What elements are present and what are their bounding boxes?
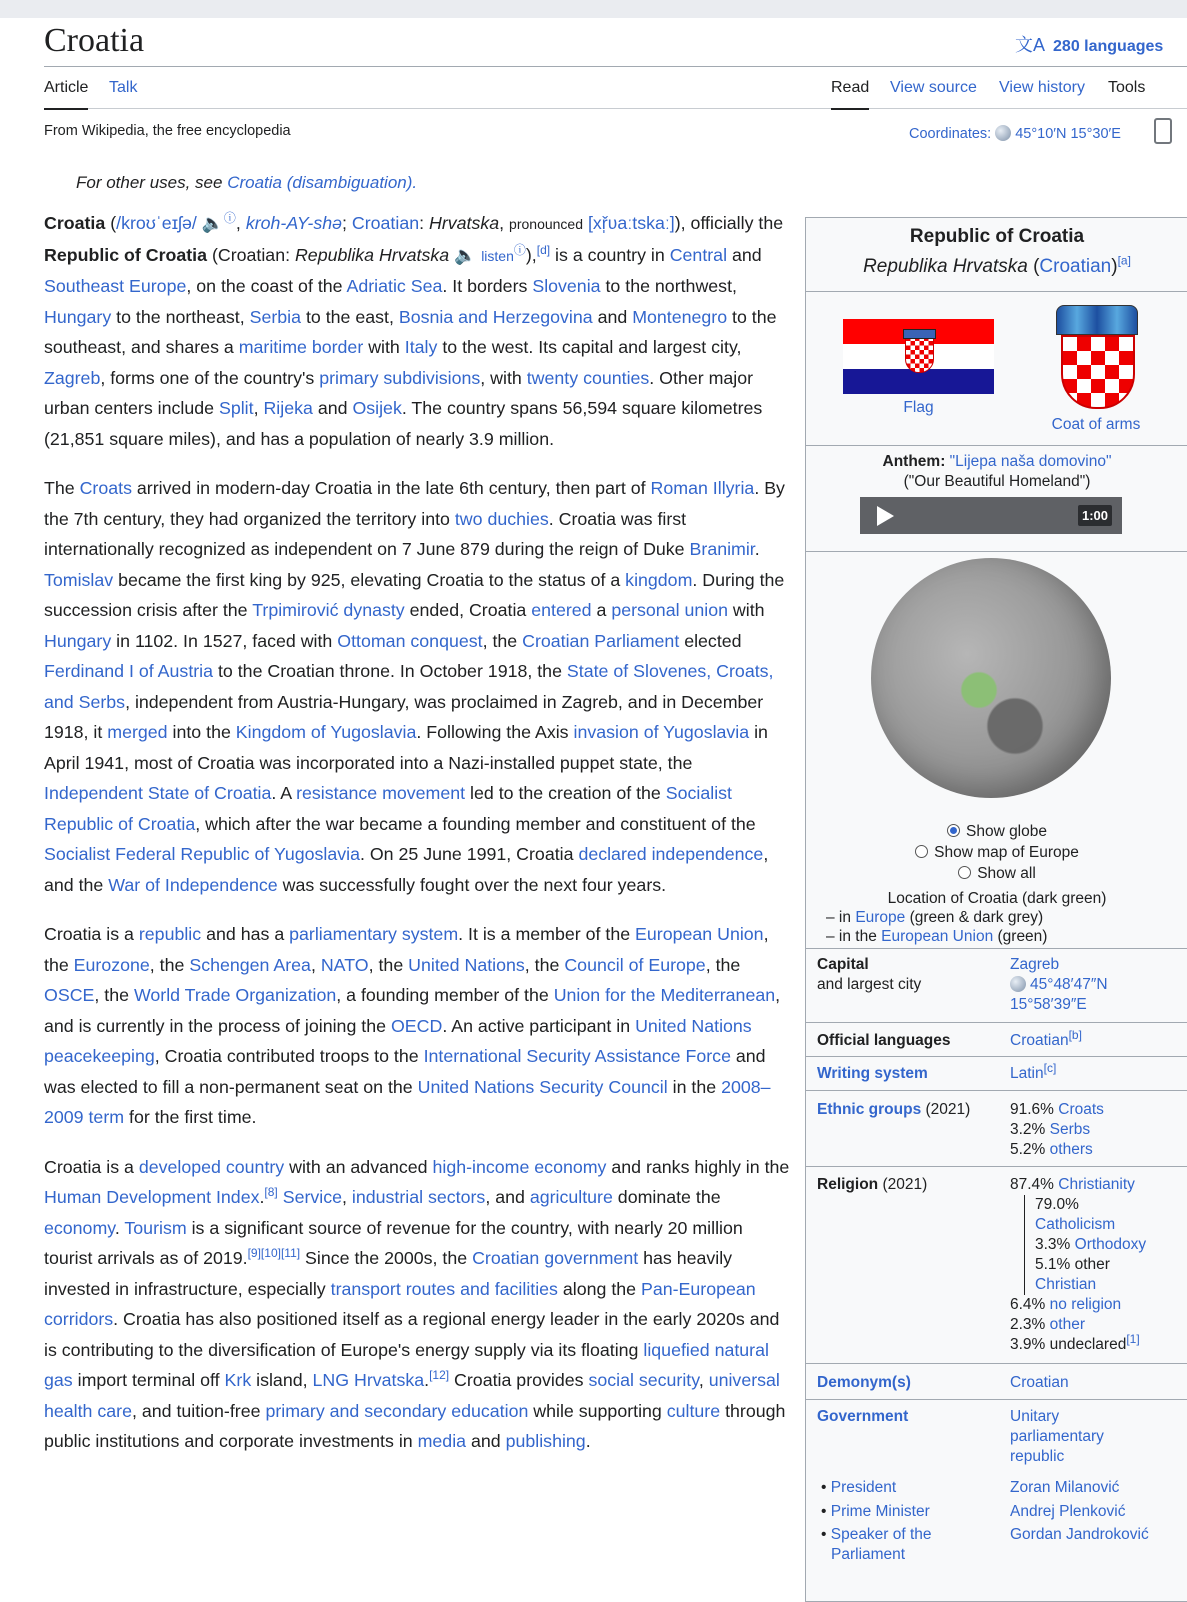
divider [806, 948, 1187, 949]
row-value [1010, 1060, 1180, 1084]
capital-coord[interactable]: 45°48′47″N [1030, 976, 1108, 993]
row-value [1010, 955, 1180, 1015]
page-tabs [44, 78, 1187, 109]
radio-label: Show all [977, 865, 1036, 882]
europe-link[interactable]: Europe [855, 909, 906, 926]
row-key: Religion (2021) [817, 1176, 928, 1193]
language-button[interactable] [1015, 31, 1163, 57]
tab-read[interactable]: Read [831, 78, 869, 110]
note-b[interactable]: [b] [1068, 1027, 1082, 1042]
infobox [805, 217, 1187, 1602]
language-link[interactable]: Croatian [1010, 1032, 1069, 1049]
row-key: Capital and largest city [817, 956, 922, 993]
ethnic-link[interactable]: Serbs [1049, 1121, 1091, 1138]
ethnic-link[interactable]: others [1049, 1141, 1093, 1158]
flag-crown [903, 329, 936, 339]
tab-view-history[interactable]: View history [999, 79, 1085, 96]
hatnote-link[interactable]: Croatia (disambiguation). [227, 173, 418, 192]
globe-icon [995, 125, 1011, 141]
anthem-label: Anthem: [882, 453, 946, 470]
row-value: 91.6% Croats 3.2% Serbs 5.2% others [1010, 1101, 1104, 1158]
religion-link[interactable]: Orthodoxy [1074, 1236, 1147, 1253]
native-lang-link[interactable]: Croatian [1039, 256, 1112, 277]
radio-icon[interactable] [958, 866, 971, 879]
radio-selected-icon[interactable] [947, 824, 960, 837]
anthem-translation: ("Our Beautiful Homeland") [903, 473, 1091, 490]
row-key: • Prime Minister [821, 1503, 930, 1520]
capital-link[interactable]: Zagreb [1010, 956, 1060, 973]
speaker-icon[interactable]: 🔈 [201, 213, 224, 233]
coordinates-value[interactable]: 45°10′N 15°30′E [1015, 126, 1121, 142]
radio-show-globe[interactable] [806, 821, 1187, 842]
pm-name-link[interactable]: Andrej Plenković [1010, 1503, 1126, 1520]
paragraph-2: The Croats arrived in modern-day Croatia in the late 6th century, then part of Roman Illyria. By the 7th century, they had organized the territory into two duchies. Croatia was first internationally recognized as independent on 7 June 879 during the reign of Duke Branimir. Tomislav became the first king by 925, elevating Croatia to the status of a kingdom. During the succession crisis after the Trpimirović dynasty ended, Croatia entered a personal union with Hungary in 1102. In 1527, faced with Ottoman conquest, the Croatian Parliament elected Ferdinand I of Austria to the Croatian throne. In October 1918, the State of Slovenes, Croats, and Serbs, independent from Austria-Hungary, was proclaimed in Zagreb, and in December 1918, it merged into the Kingdom of Yugoslavia. Following the Axis invasion of Yugoslavia in April 1941, most of Croatia was incorporated into a Nazi-installed puppet state, the Independent State of Croatia. A resistance movement led to the creation of the Socialist Republic of Croatia, which after the war became a founding member and constituent of the Socialist Federal Republic of Yugoslavia. On 25 June 1991, Croatia declared independence, and the War of Independence was successfully fought over the next four years. [44, 478, 785, 895]
tab-tools[interactable]: Tools [1108, 79, 1146, 96]
tab-view-source[interactable]: View source [890, 79, 977, 96]
infobox-title: Republic of Croatia [909, 226, 1085, 247]
paragraph-4: Croatia is a developed country with an advanced high-income economy and ranks highly in the Human Development Index.[8] Service, industrial sectors, and agriculture dominate the economy. Tourism is a significant source of revenue for the country, with nearly 20 million tourist arrivals as of 2019.[9][10][11] Since the 2000s, the Croatian government has heavily invested in infrastructure, especially transport routes and facilities along the Pan-European corridors. Croatia has also positioned itself as a regional energy leader in the early 2020s and is contributing to the diversification of Europe's energy supply via its floating liquefied natural gas import terminal off Krk island, LNG Hrvatska.[12] Croatia provides social security, universal health care, and tuition-free primary and secondary education while supporting culture through public institutions and corporate investments in media and publishing. [44, 1156, 790, 1451]
language-count: 280 languages [1053, 38, 1164, 55]
religion-tree: 79.0% Catholicism 3.3% Orthodoxy 5.1% other Christian [1024, 1195, 1180, 1295]
divider [806, 291, 1187, 292]
divider [806, 445, 1187, 446]
divider [806, 1022, 1187, 1023]
radio-show-all[interactable] [806, 863, 1187, 884]
row-key: Official languages [817, 1032, 951, 1049]
location-line: – in the European Union (green) [826, 928, 1048, 945]
paragraph-1: Croatia (/kroʊˈeɪʃə/ 🔈ⓘ, kroh-AY-shə; Croatian: Hrvatska, pronounced [xř̩ʋaːtskaː]), officially the Republic of Croatia (Croatian: Republika Hrvatska 🔈 listenⓘ),[d] is a country in Central and Southeast Europe, on the coast of the Adriatic Sea. It borders Slovenia to the northwest, Hungary to the northeast, Serbia to the east, Bosnia and Herzegovina and Montenegro to the southeast, and shares a maritime border with Italy to the west. Its capital and largest city, Zagreb, forms one of the country's primary subdivisions, with twenty counties. Other major urban centers include Split, Rijeka and Osijek. The country spans 56,594 square kilometres (21,851 square miles), and has a population of nearly 3.9 million. [44, 211, 784, 449]
anthem [806, 452, 1187, 492]
row-key[interactable]: Writing system [817, 1065, 928, 1082]
location-line: Location of Croatia (dark green) [887, 890, 1107, 907]
play-icon[interactable] [877, 506, 894, 526]
location-globe-map[interactable] [871, 558, 1111, 798]
radio-icon[interactable] [915, 845, 928, 858]
row-key[interactable]: Demonym(s) [817, 1374, 911, 1391]
government-link[interactable]: Unitary parliamentary republic [1010, 1408, 1104, 1465]
row-value [1010, 1525, 1180, 1545]
translate-icon: 文A [1015, 35, 1046, 55]
hatnote [76, 173, 417, 193]
flag-link[interactable]: Flag [903, 399, 934, 416]
pm-link[interactable]: Prime Minister [830, 1503, 930, 1520]
ethnic-link[interactable]: Croats [1058, 1101, 1104, 1118]
religion-link[interactable]: other [1049, 1316, 1085, 1333]
row-value: 87.4% Christianity 79.0% Catholicism 3.3% Orthodoxy 5.1% other Christian 6.4% no religion 2.3% other 3.9% undeclared[1] [1010, 1175, 1180, 1355]
audio-player[interactable] [860, 497, 1122, 534]
religion-link[interactable]: Christian [1035, 1276, 1097, 1293]
demonym-link[interactable]: Croatian [1010, 1374, 1069, 1391]
speaker-icon[interactable]: 🔈 [454, 244, 477, 265]
coordinates[interactable] [909, 125, 1121, 142]
map-switcher [806, 821, 1187, 884]
religion-link[interactable]: Christianity [1058, 1176, 1135, 1193]
tab-talk[interactable]: Talk [109, 79, 138, 96]
religion-link[interactable]: Catholicism [1035, 1216, 1116, 1233]
row-value [1010, 1502, 1180, 1522]
location-caption [806, 889, 1187, 946]
audio-duration: 1:00 [1078, 505, 1112, 526]
ethnic-key[interactable]: Ethnic groups [817, 1101, 922, 1118]
speaker-name-link[interactable]: Gordan Jandroković [1010, 1526, 1149, 1543]
radio-label: Show map of Europe [934, 844, 1079, 861]
coat-of-arms-link[interactable]: Coat of arms [1051, 416, 1141, 433]
divider [806, 1166, 1187, 1167]
eu-link[interactable]: European Union [881, 928, 994, 945]
coat-of-arms-shield [1061, 335, 1135, 409]
row-key: Ethnic groups (2021) [817, 1101, 971, 1118]
row-value [1010, 1027, 1180, 1051]
divider [806, 1090, 1187, 1091]
capital-coord[interactable]: 15°58′39″E [1010, 996, 1087, 1013]
religion-link[interactable]: no religion [1049, 1296, 1122, 1313]
row-key[interactable]: Government [817, 1408, 909, 1425]
native-name: Republika Hrvatska [863, 256, 1028, 277]
speaker-link[interactable]: Speaker of the Parliament [830, 1526, 932, 1563]
lock-icon[interactable] [1154, 118, 1172, 144]
row-value [1010, 1478, 1180, 1498]
coat-of-arms-image[interactable] [1056, 305, 1138, 415]
note-a[interactable]: [a] [1117, 253, 1131, 268]
president-link[interactable]: President [830, 1479, 897, 1496]
infobox-native-name: Republika Hrvatska (Croatian)[a] [863, 253, 1131, 277]
paragraph-3: Croatia is a republic and has a parliamentary system. It is a member of the European Union, the Eurozone, the Schengen Area, NATO, the United Nations, the Council of Europe, the OSCE, the World Trade Organization, a founding member of the Union for the Mediterranean, and is currently in the process of joining the OECD. An active participant in United Nations peacekeeping, Croatia contributed troops to the International Security Assistance Force and was elected to fill a non-permanent seat on the United Nations Security Council in the 2008–2009 term for the first time. [44, 924, 781, 1127]
location-line: – in Europe (green & dark grey) [826, 909, 1044, 926]
row-value [1010, 1407, 1180, 1467]
globe-icon [1010, 976, 1026, 992]
ref-1[interactable]: [1] [1126, 1331, 1140, 1346]
coordinates-label: Coordinates: [909, 126, 992, 142]
latin-link[interactable]: Latin [1010, 1065, 1044, 1082]
divider [806, 1399, 1187, 1400]
radio-label: Show globe [965, 823, 1047, 840]
divider [806, 551, 1187, 552]
top-bar [0, 0, 1187, 18]
president-name-link[interactable]: Zoran Milanović [1010, 1479, 1120, 1496]
anthem-link[interactable]: "Lijepa naša domovino" [949, 453, 1112, 470]
divider [806, 1363, 1187, 1364]
hatnote-text: For other uses, see [76, 173, 228, 192]
coat-of-arms-crown [1056, 305, 1138, 335]
radio-show-europe[interactable] [806, 842, 1187, 863]
row-key: • Speaker of the Parliament [821, 1526, 932, 1563]
flag-image[interactable] [843, 319, 994, 394]
row-value [1010, 1373, 1180, 1393]
divider [806, 1056, 1187, 1057]
article-body [44, 208, 792, 1476]
page-title: Croatia [44, 22, 145, 59]
note-c[interactable]: [c] [1043, 1060, 1057, 1075]
row-key: • President [821, 1479, 897, 1496]
tab-article[interactable]: Article [44, 78, 88, 110]
tagline: From Wikipedia, the free encyclopedia [44, 123, 291, 139]
